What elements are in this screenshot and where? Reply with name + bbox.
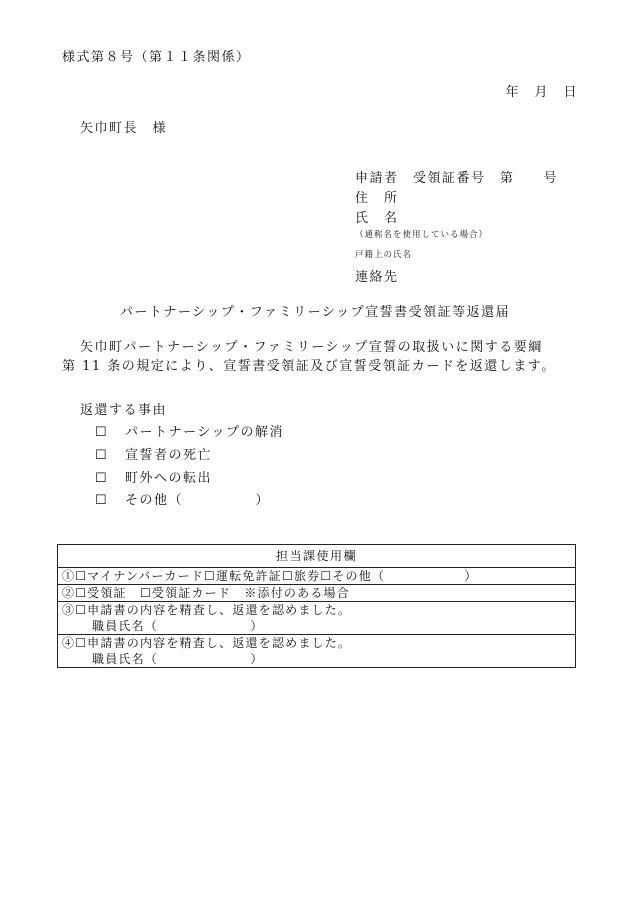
checkbox-icon[interactable]: ☐: [95, 493, 109, 508]
office-use-row-identification: [58, 568, 575, 585]
body-text-line-1: 矢巾町パートナーシップ・ファミリーシップ宣誓の取扱いに関する要綱: [80, 340, 543, 355]
identification-line: ①☐マイナンバーカード☐運転免許証☐旅券☐その他（ ）: [62, 569, 478, 583]
applicant-certificate-number: 申請者 受領証番号 第 号: [355, 171, 559, 186]
office-use-row-approval-1: [58, 602, 575, 635]
body-text-line-2: 第 11 条の規定により、宣誓書受領証及び宣誓受領証カードを返還します。: [62, 359, 556, 374]
office-use-row-approval-2: [58, 635, 575, 667]
office-use-table: [57, 544, 576, 668]
office-use-row-returned-items: [58, 585, 575, 602]
reason-label: パートナーシップの解消: [125, 425, 284, 440]
staff-name-line: 職員氏名（ ）: [92, 652, 264, 666]
checkbox-icon[interactable]: ☐: [95, 425, 109, 440]
approval-line: ④☐申請書の内容を精査し、返還を認めました。: [62, 636, 352, 650]
reason-label: 宣誓者の死亡: [125, 448, 213, 463]
approval-line: ③☐申請書の内容を精査し、返還を認めました。: [62, 603, 352, 617]
checkbox-icon[interactable]: ☐: [95, 471, 109, 486]
applicant-address: 住 所: [355, 191, 399, 206]
form-number: 様式第８号（第１１条関係）: [62, 50, 251, 65]
applicant-contact: 連絡先: [355, 270, 399, 285]
reason-item-dissolution[interactable]: [95, 421, 284, 440]
applicant-registry-name: 戸籍上の氏名: [355, 250, 413, 260]
recipient-line: 矢巾町長 様: [80, 121, 168, 136]
returned-items-line: ②☐受領証 ☐受領証カード ※添付のある場合: [62, 586, 350, 600]
applicant-alias-note: （通称名を使用している場合）: [355, 230, 489, 240]
checkbox-icon[interactable]: ☐: [95, 448, 109, 463]
office-use-heading: 担当課使用欄: [58, 545, 575, 568]
document-title: パートナーシップ・ファミリーシップ宣誓書受領証等返還届: [119, 305, 511, 320]
reason-item-moving-out[interactable]: [95, 467, 212, 486]
reason-item-death[interactable]: [95, 444, 212, 463]
reason-label: その他（ ）: [125, 493, 271, 508]
reason-heading: 返還する事由: [80, 403, 168, 418]
staff-name-line: 職員氏名（ ）: [92, 619, 264, 633]
reason-label: 町外への転出: [125, 471, 213, 486]
reason-item-other[interactable]: [95, 489, 270, 508]
applicant-name: 氏 名: [355, 211, 399, 226]
date-line: 年 月 日: [505, 85, 578, 100]
